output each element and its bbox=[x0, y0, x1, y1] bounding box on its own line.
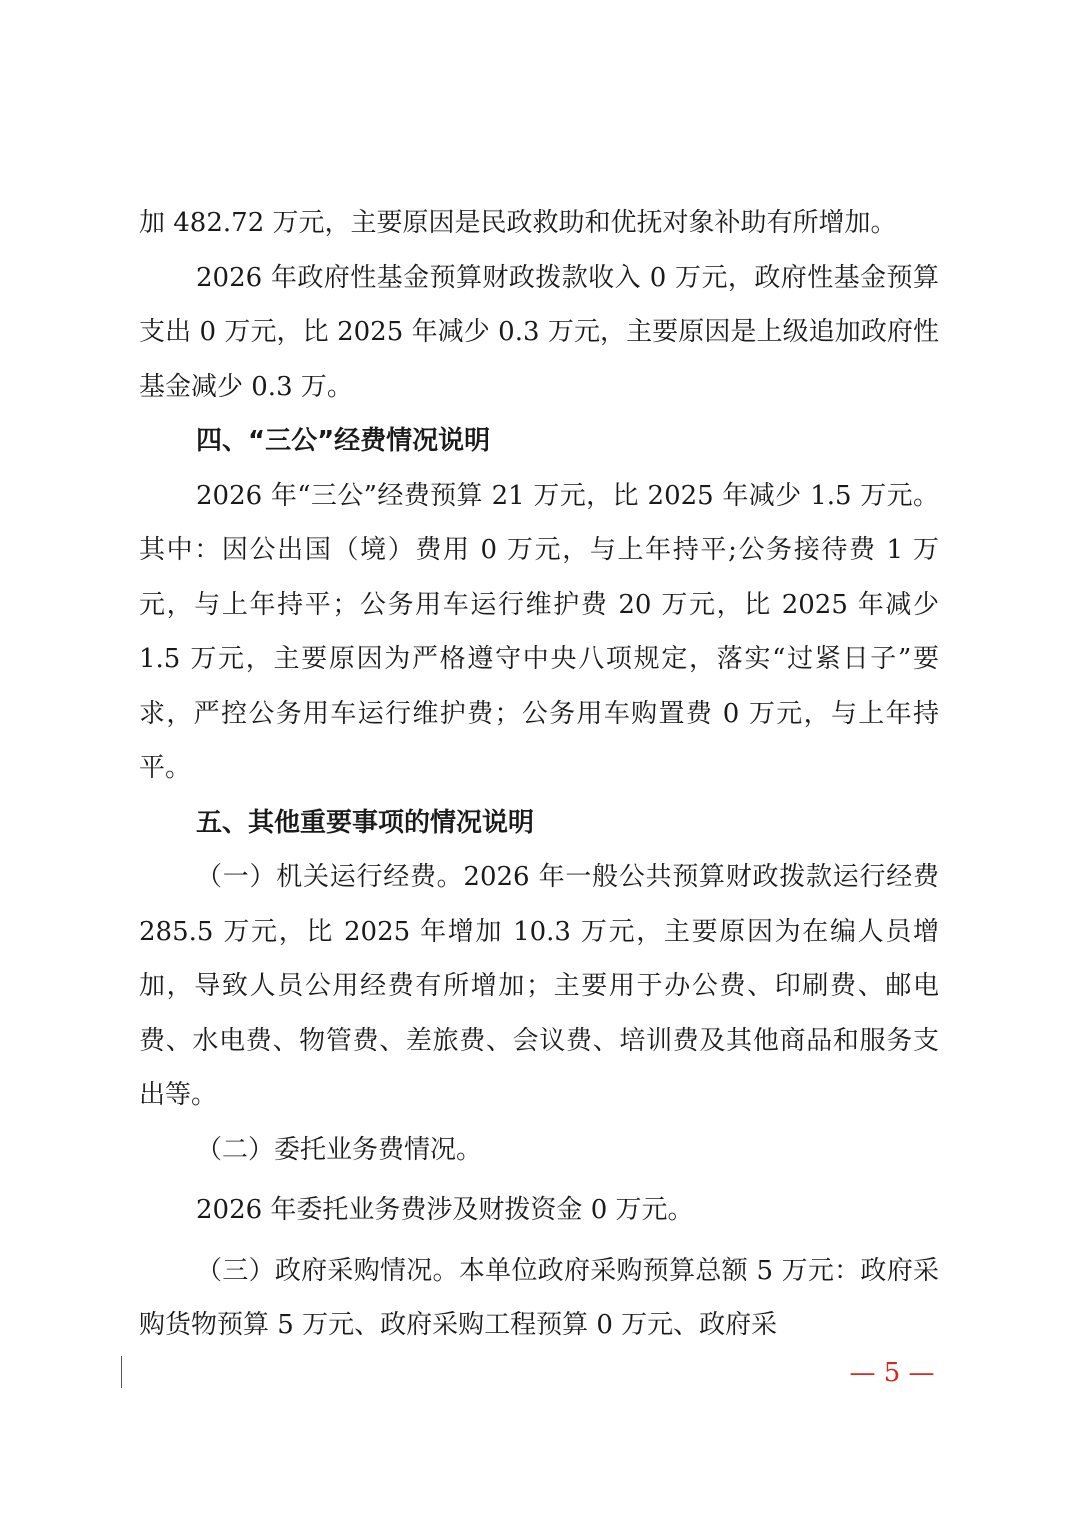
document-body bbox=[139, 196, 939, 1353]
section-heading-other-matters: 五、其他重要事项的情况说明 bbox=[196, 807, 535, 838]
binding-margin-line bbox=[121, 1356, 122, 1388]
paragraph-government-fund: 2026 年政府性基金预算财政拨款收入 0 万元，政府性基金预算支出 0 万元，比 2025 年减少 0.3 万元，主要原因是上级追加政府性基金减少 0.3 万。 bbox=[139, 262, 939, 402]
paragraph-government-procurement: （三）政府采购情况。本单位政府采购预算总额 5 万元：政府采购货物预算 5 万元、政府采购工程预算 0 万元、政府采 bbox=[139, 1255, 939, 1340]
paragraph-operating-expenses: （一）机关运行经费。2026 年一般公共预算财政拨款运行经费 285.5 万元，比 2025 年增加 10.3 万元，主要原因为在编人员增加，导致人员公用经费有所增加；主要用于办公费、印刷费、邮电费、水电费、物管费、差旅费、会议费、培训费及其他商品和服务支出等。 bbox=[139, 862, 939, 1110]
paragraph-commissioned-business-amount: 2026 年委托业务费涉及财拨资金 0 万元。 bbox=[196, 1195, 694, 1225]
section-heading-three-public-expenses: 四、“三公”经费情况说明 bbox=[196, 426, 491, 456]
paragraph-three-public-expenses: 2026 年“三公”经费预算 21 万元，比 2025 年减少 1.5 万元。其中：因公出国（境）费用 0 万元，与上年持平;公务接待费 1 万元，与上年持平；公务用车运行维护费 20 万元，比 2025 年减少 1.5 万元，主要原因为严格遵守中央八项规定，落实“过紧日子”要求，严控公务用车运行维护费；公务用车购置费 0 万元，与上年持平。 bbox=[139, 480, 939, 783]
paragraph-continuation: 加 482.72 万元，主要原因是民政救助和优抚对象补助有所增加。 bbox=[139, 208, 897, 238]
paragraph-commissioned-business-title: （二）委托业务费情况。 bbox=[196, 1134, 483, 1165]
page-number: — 5 — bbox=[849, 1358, 935, 1388]
